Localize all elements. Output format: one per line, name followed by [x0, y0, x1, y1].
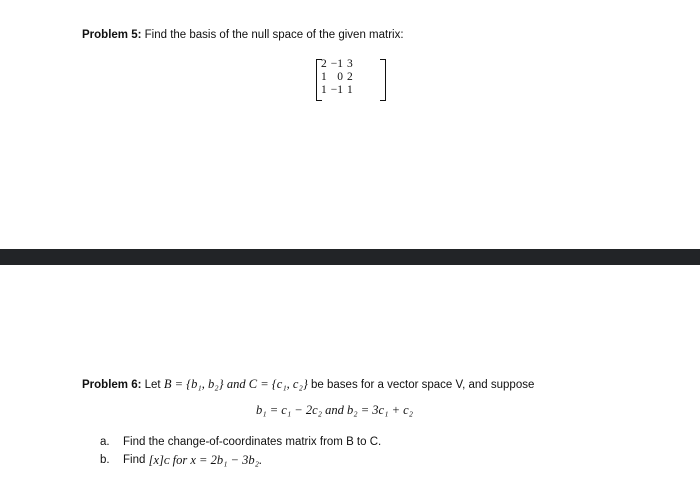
matrix-right-bracket — [380, 59, 386, 101]
list-item-text: Find the change-of-coordinates matrix from B to C. — [123, 436, 382, 448]
matrix-cell: 2 — [347, 71, 353, 83]
page-divider-bar — [0, 249, 700, 265]
problem-6-text-pre: Let — [144, 379, 161, 391]
list-item-text: Find — [123, 454, 146, 466]
problem-5-text: Find the basis of the null space of the given matrix: — [144, 29, 404, 41]
list-item-math: [x]ᴄ for x = 2b₁ − 3b₂. — [148, 453, 263, 467]
equation-b1: b₁ = c₁ − 2c₂ — [256, 403, 323, 417]
set-c: C = {c₁, c₂} — [248, 377, 308, 391]
matrix-cell: 1 — [321, 71, 327, 83]
matrix-cell: 2 — [321, 58, 327, 70]
equation-b2: b₂ = 3c₁ + c₂ — [347, 403, 414, 417]
and-word: and — [226, 377, 246, 391]
matrix-row — [319, 58, 355, 71]
basis-relations-equation — [256, 403, 413, 418]
matrix-row — [319, 71, 355, 84]
matrix-row — [319, 84, 355, 97]
list-item — [100, 433, 381, 451]
matrix-cell: 1 — [347, 84, 353, 96]
problem-6-parts — [100, 433, 381, 469]
matrix-cell: 3 — [347, 58, 353, 70]
list-marker: a. — [100, 436, 110, 448]
matrix-cell: −1 — [330, 58, 343, 70]
problem-5-label: Problem 5: — [82, 29, 142, 41]
set-b: B = {b₁, b₂} — [163, 377, 224, 391]
matrix — [316, 58, 386, 100]
equation-and: and — [325, 403, 344, 417]
list-item — [100, 451, 381, 469]
problem-6-label: Problem 6: — [82, 379, 142, 391]
matrix-cell: −1 — [330, 84, 343, 96]
matrix-table — [319, 58, 355, 97]
matrix-cell: 1 — [321, 84, 327, 96]
problem-6-heading — [82, 377, 534, 392]
list-marker: b. — [100, 454, 110, 466]
problem-5-heading — [82, 29, 404, 41]
matrix-cell: 0 — [337, 71, 343, 83]
problem-6-text-post: be bases for a vector space V, and suppose — [311, 379, 535, 391]
